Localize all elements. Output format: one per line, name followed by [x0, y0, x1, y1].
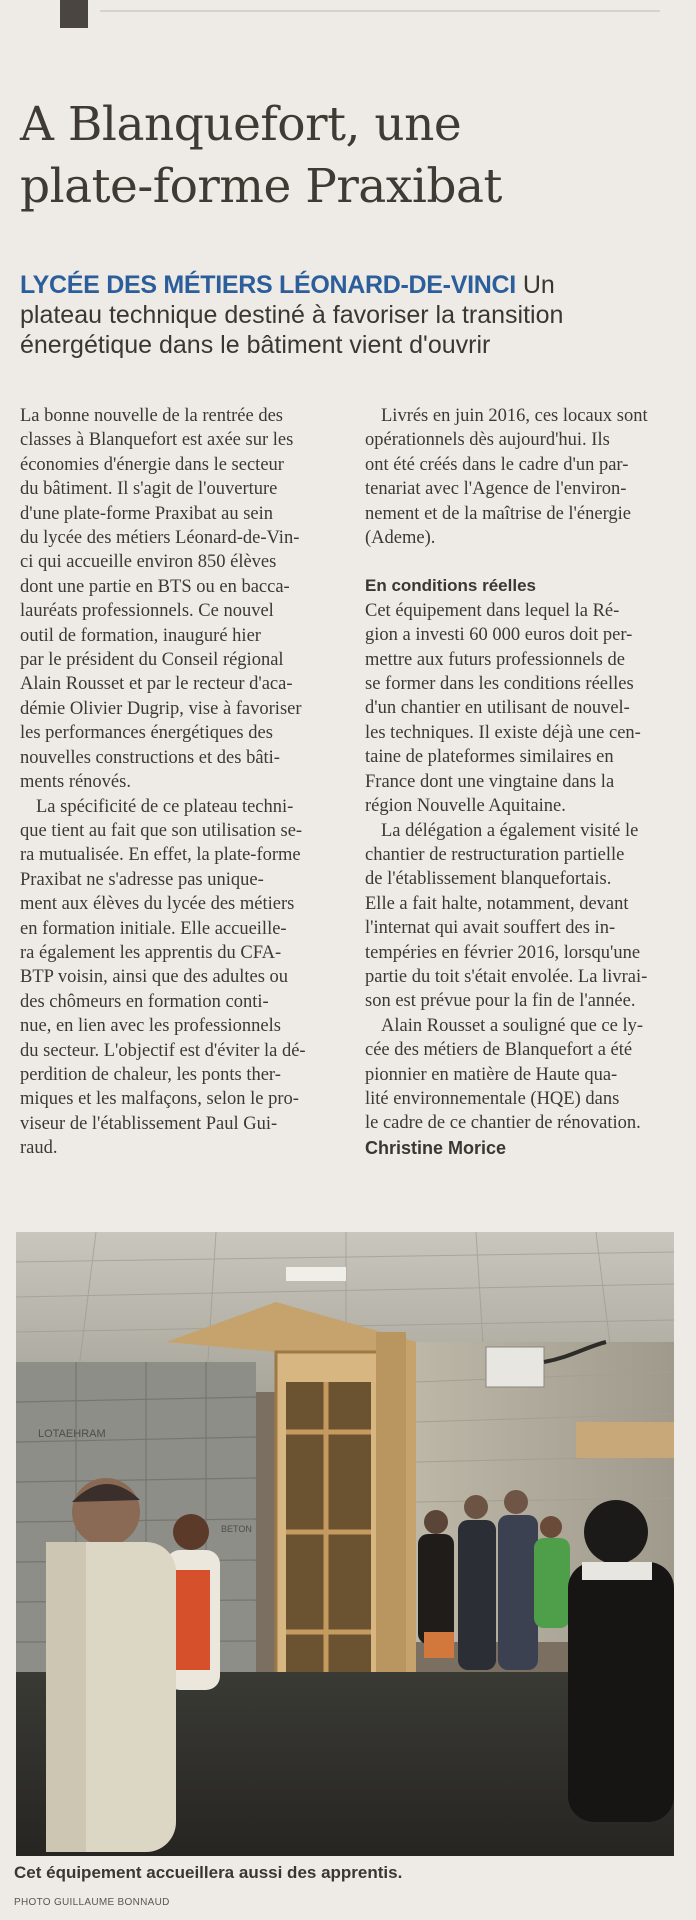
text-line: du lycée des métiers Léonard-de-Vin- [20, 528, 300, 549]
subhead-line-1 [20, 270, 680, 300]
subhead-text-1: Un [515, 271, 555, 299]
photo-illustration [16, 1232, 674, 1856]
text-line: cée des métiers de Blanquefort a été [365, 1040, 633, 1061]
photo-wall-text-2: BETON [221, 1524, 252, 1534]
subhead-line-2: plateau technique destiné à favoriser la transition [20, 301, 564, 329]
text-line: nue, en lien avec les professionnels [20, 1016, 281, 1037]
text-line: (Ademe). [365, 528, 436, 549]
section-title: En conditions réelles [365, 576, 536, 596]
text-line: mettre aux futurs professionnels de [365, 649, 625, 670]
text-line: tenariat avec l'Agence de l'environ- [365, 479, 627, 500]
text-line: Alain Rousset a souligné que ce ly- [381, 1015, 644, 1036]
photo-credit: PHOTO GUILLAUME BONNAUD [14, 1897, 170, 1908]
text-line: son est prévue pour la fin de l'année. [365, 991, 636, 1012]
text-line: nement et de la maîtrise de l'énergie [365, 503, 631, 524]
text-line: opérationnels dès aujourd'hui. Ils [365, 430, 610, 451]
headline-line-2: plate-forme Praxibat [20, 159, 502, 214]
text-line: perdition de chaleur, les ponts ther- [20, 1064, 281, 1085]
text-line: dont une partie en BTS ou en bacca- [20, 576, 290, 597]
right-paragraph-4 [365, 1014, 679, 1136]
text-line: La délégation a également visité le [381, 820, 639, 841]
text-line: Cet équipement dans lequel la Ré- [365, 600, 620, 621]
article-column-right [365, 404, 679, 1160]
photo-caption: Cet équipement accueillera aussi des apprentis. [14, 1863, 403, 1882]
left-paragraph-1 [20, 404, 342, 795]
text-line: de l'établissement blanquefortais. [365, 869, 612, 890]
text-line: du secteur. L'objectif est d'éviter la dé- [20, 1040, 306, 1061]
text-line: économies d'énergie dans le secteur [20, 454, 284, 475]
text-line: Praxibat ne s'adresse pas unique- [20, 869, 264, 890]
text-line: en formation initiale. Elle accueille- [20, 918, 287, 939]
text-line: que tient au fait que son utilisation se- [20, 820, 303, 841]
text-line: ra également les apprentis du CFA- [20, 942, 282, 963]
left-paragraph-2 [20, 795, 342, 1161]
text-line: des chômeurs en formation conti- [20, 991, 269, 1012]
text-line: région Nouvelle Aquitaine. [365, 796, 566, 817]
text-line: d'une plate-forme Praxibat au sein [20, 503, 273, 524]
text-line: d'un chantier en utilisant de nouvel- [365, 698, 630, 719]
text-line: gion a investi 60 000 euros doit per- [365, 625, 633, 646]
article-subhead [20, 270, 680, 360]
text-line: nouvelles constructions et des bâti- [20, 747, 280, 768]
article-kicker: LYCÉE DES MÉTIERS LÉONARD-DE-VINCI [20, 271, 516, 299]
subhead-line-3: énergétique dans le bâtiment vient d'ouvrir [20, 331, 491, 359]
article-column-left [20, 404, 342, 1161]
text-line: tempéries en février 2016, lorsqu'une [365, 942, 641, 963]
right-paragraph-3 [365, 819, 679, 1014]
text-line: les performances énergétiques des [20, 723, 273, 744]
article-headline [20, 94, 690, 218]
photo-wood-post [376, 1332, 406, 1712]
article-author: Christine Morice [365, 1137, 507, 1158]
right-paragraph-1 [365, 404, 679, 550]
text-line: BTP voisin, ainsi que des adultes ou [20, 967, 289, 988]
text-line: le cadre de ce chantier de rénovation. [365, 1113, 641, 1134]
text-line: pionnier en matière de Haute qua- [365, 1064, 618, 1085]
photo-light [286, 1267, 346, 1281]
text-line: raud. [20, 1138, 58, 1159]
text-line: La spécificité de ce plateau techni- [36, 796, 294, 817]
text-line: ont été créés dans le cadre d'un par- [365, 454, 629, 475]
photo-wall-text-1: LOTAEHRAM [38, 1428, 106, 1440]
masthead-rule [100, 0, 660, 12]
text-line: Elle a fait halte, notamment, devant [365, 893, 629, 914]
text-line: se former dans les conditions réelles [365, 674, 634, 695]
text-line: viseur de l'établissement Paul Gui- [20, 1113, 278, 1134]
text-line: miques et les malfaçons, selon le pro- [20, 1089, 299, 1110]
text-line: lité environnementale (HQE) dans [365, 1088, 620, 1109]
text-line: Livrés en juin 2016, ces locaux sont [381, 406, 648, 426]
text-line: ment aux élèves du lycée des métiers [20, 894, 295, 915]
masthead-fragment [60, 0, 660, 30]
photo-air-conditioner [486, 1347, 544, 1387]
text-line: partie du toit s'était envolée. La livrai- [365, 966, 648, 987]
text-line: taine de plateformes similaires en [365, 747, 614, 768]
text-line: lauréats professionnels. Ce nouvel [20, 601, 274, 622]
article-photo [16, 1232, 674, 1856]
text-line: par le président du Conseil régional [20, 650, 284, 671]
text-line: démie Olivier Dugrip, vise à favoriser [20, 698, 302, 719]
text-line: La bonne nouvelle de la rentrée des [20, 406, 283, 426]
text-line: du bâtiment. Il s'agit de l'ouverture [20, 479, 278, 500]
text-line: chantier de restructuration partielle [365, 844, 625, 865]
right-paragraph-2 [365, 599, 679, 819]
text-line: Alain Rousset et par le recteur d'aca- [20, 674, 293, 695]
text-line: outil de formation, inauguré hier [20, 625, 261, 646]
masthead-letter-fragment [60, 0, 88, 28]
text-line: classes à Blanquefort est axée sur les [20, 430, 294, 451]
headline-line-1: A Blanquefort, une [20, 97, 462, 152]
text-line: ments rénovés. [20, 772, 131, 793]
text-line: ra mutualisée. En effet, la plate-forme [20, 845, 301, 866]
text-line: ci qui accueille environ 850 élèves [20, 552, 277, 573]
photo-wood-board [576, 1422, 674, 1458]
text-line: France dont une vingtaine dans la [365, 771, 615, 792]
text-line: les techniques. Il existe déjà une cen- [365, 722, 641, 743]
text-line: l'internat qui avait souffert des in- [365, 918, 616, 939]
